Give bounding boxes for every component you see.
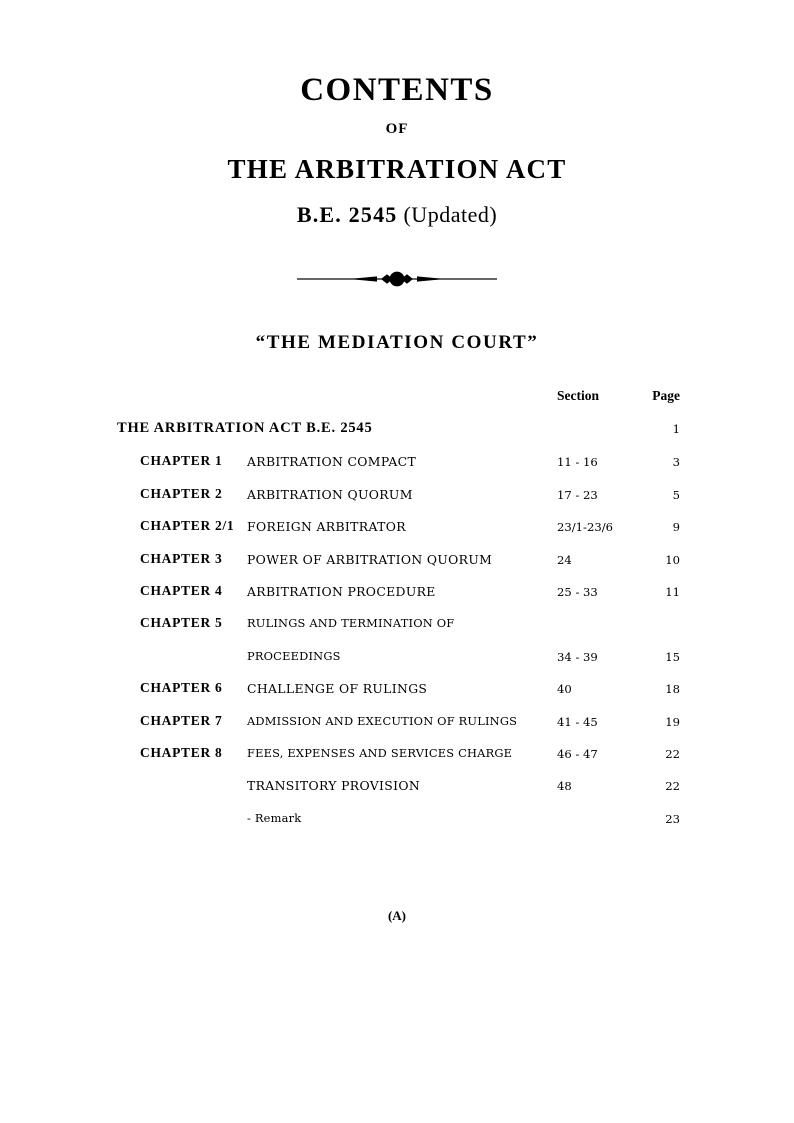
toc-row-chapter-3[interactable] [117,551,682,583]
toc-chapter-title: ARBITRATION COMPACT [247,454,417,470]
divider [0,268,794,290]
toc-chapter-title: POWER OF ARBITRATION QUORUM [247,551,493,567]
toc-chapter-label: CHAPTER 8 [140,744,223,760]
toc-section: 48 [557,779,572,794]
toc-row-chapter-2[interactable] [117,486,682,518]
toc-remark-label: - Remark [247,810,302,825]
toc-chapter-title: ARBITRATION PROCEDURE [247,583,436,599]
toc-chapter-label: CHAPTER 2/1 [140,518,235,534]
toc-page: 1 [672,422,680,437]
toc-row-chapter-2-1[interactable] [117,518,682,550]
page-footer: (A) [387,908,407,923]
toc-chapter-title: ADMISSION AND EXECUTION OF RULINGS [247,713,518,728]
toc-row-chapter-6[interactable] [117,680,682,712]
toc-page: 15 [665,649,680,664]
toc-section: 46 - 47 [557,746,598,761]
toc-chapter-label: CHAPTER 3 [140,550,223,566]
toc-page: 22 [665,779,680,794]
toc-section: 40 [557,682,572,697]
toc-page: 3 [672,455,680,470]
toc-chapter-title: ARBITRATION QUORUM [247,486,413,502]
title-block [0,72,794,228]
toc-row-chapter-4[interactable] [117,583,682,615]
toc-page: 5 [672,487,680,502]
toc-page: 23 [665,811,680,826]
toc-chapter-label: CHAPTER 6 [140,680,223,696]
toc-chapter-title: TRANSITORY PROVISION [247,778,421,794]
title-of-label: OF [385,120,409,137]
toc-chapter-title: FEES, EXPENSES AND SERVICES CHARGE [247,745,513,760]
toc-page: 18 [665,682,680,697]
toc-row-chapter-5-continued[interactable] [117,648,682,680]
toc-section: 23/1-23/6 [557,520,613,535]
updated-label: (Updated) [403,201,498,227]
toc-section: 41 - 45 [557,714,598,729]
toc-row-transitory-provision[interactable] [117,777,682,809]
toc-chapter-label: CHAPTER 1 [140,453,223,469]
toc-row-chapter-7[interactable] [117,713,682,745]
toc-row-chapter-5[interactable] [117,615,682,647]
toc-chapter-title: PROCEEDINGS [247,648,341,663]
toc-chapter-label: CHAPTER 4 [140,582,223,598]
toc-section: 11 - 16 [557,455,598,470]
toc-heading-label: THE ARBITRATION ACT B.E. 2545 [117,420,373,437]
toc-page: 9 [672,520,680,535]
toc-chapter-label: CHAPTER 2 [140,485,223,501]
table-of-contents [117,388,682,842]
toc-chapter-title: FOREIGN ARBITRATOR [247,519,406,535]
document-subtitle-year [0,202,794,228]
toc-chapter-title: CHALLENGE OF RULINGS [247,681,428,697]
toc-chapter-title: RULINGS AND TERMINATION OF [247,616,455,631]
page-title: CONTENTS [300,72,494,108]
toc-page: 11 [665,584,680,599]
mediation-court-subtitle: “THE MEDIATION COURT” [255,332,539,353]
toc-section: 34 - 39 [557,649,598,664]
toc-section: 25 - 33 [557,584,598,599]
toc-section: 24 [557,552,572,567]
toc-page: 22 [665,746,680,761]
year-label: B.E. 2545 [296,201,398,227]
toc-row-chapter-1[interactable] [117,453,682,485]
toc-chapter-label: CHAPTER 5 [140,615,223,631]
toc-page: 10 [665,552,680,567]
toc-column-headers [117,388,682,420]
column-header-page: Page [652,388,680,403]
document-title: THE ARBITRATION ACT [227,153,567,184]
toc-row-act-heading[interactable] [117,420,682,453]
toc-row-remark[interactable] [117,810,682,842]
ornamental-rule-icon [297,268,497,290]
toc-section: 17 - 23 [557,487,598,502]
toc-page: 19 [665,714,680,729]
toc-chapter-label: CHAPTER 7 [140,712,223,728]
column-header-section: Section [557,388,599,403]
toc-row-chapter-8[interactable] [117,745,682,777]
